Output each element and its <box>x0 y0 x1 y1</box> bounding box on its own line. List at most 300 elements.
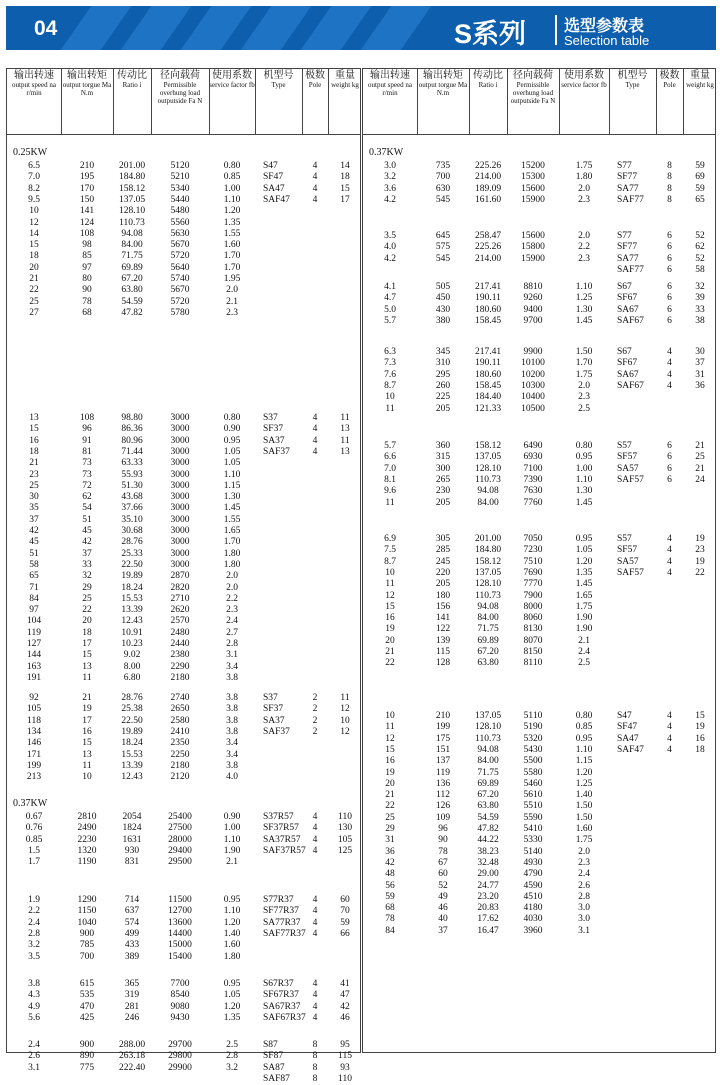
table-row <box>7 251 360 262</box>
table-row <box>363 534 715 545</box>
table-cell: 4 <box>312 1001 318 1012</box>
table-cell: 94.08 <box>477 601 499 612</box>
table-cell: 11 <box>82 760 92 771</box>
table-cell: 6 <box>667 264 672 275</box>
table-cell: 470 <box>79 1001 95 1012</box>
page-number: 04 <box>34 17 58 40</box>
table-row <box>363 658 715 669</box>
table-cell: 2.3 <box>226 605 238 616</box>
table-cell: 42 <box>385 857 395 868</box>
table-cell: 23.20 <box>477 891 499 902</box>
table-cell: 1.65 <box>223 526 241 536</box>
table-cell: 1.7 <box>28 857 40 868</box>
table-row <box>7 571 360 582</box>
table-cell: 189.09 <box>474 183 502 194</box>
table-cell: 3.1 <box>578 925 590 936</box>
table-cell: SA77 <box>617 183 639 194</box>
column-header-en: output speed na r/min <box>12 81 56 97</box>
table-cell: 5110 <box>523 711 543 721</box>
table-cell: 2.2 <box>226 593 238 604</box>
table-cell: 4 <box>312 172 318 183</box>
table-cell: 13 <box>29 413 39 423</box>
table-cell: 1.25 <box>575 778 593 789</box>
table-cell: 37 <box>438 925 448 936</box>
table-cell: 8 <box>312 1040 318 1050</box>
table-cell: 425 <box>79 1012 95 1023</box>
table-cell: 2.4 <box>578 647 590 657</box>
table-cell: 59 <box>340 917 350 928</box>
table-cell: 32 <box>695 282 705 292</box>
table-cell: 6.9 <box>384 534 396 544</box>
table-cell: 84.00 <box>477 613 499 624</box>
table-cell: S37 <box>263 693 278 703</box>
left-table <box>6 68 361 1084</box>
table-cell: 1.20 <box>575 556 593 567</box>
table-cell: 2.4 <box>226 616 238 627</box>
table-cell: 3000 <box>170 537 190 548</box>
table-cell: 81 <box>82 446 92 457</box>
table-cell: 7.0 <box>384 463 396 474</box>
table-cell: 1.75 <box>575 835 593 846</box>
table-cell: 1.10 <box>575 282 593 292</box>
table-cell: 3.4 <box>226 661 238 672</box>
table-row <box>363 293 715 304</box>
table-cell: 29 <box>385 824 395 834</box>
table-cell: 8110 <box>523 658 543 669</box>
table-row <box>7 458 360 469</box>
table-row <box>363 475 715 486</box>
table-cell: 137.05 <box>474 567 502 578</box>
table-cell: 96 <box>438 824 448 834</box>
table-cell: 4 <box>312 906 318 917</box>
power-group-label: 0.37KW <box>369 147 404 158</box>
table-cell: 110.73 <box>119 217 145 228</box>
column-header-en: output torgue Ma N.m <box>418 81 468 97</box>
table-cell: 90 <box>82 285 92 296</box>
table-cell: 222.40 <box>118 1062 146 1073</box>
right-table <box>362 68 716 1053</box>
table-cell: 2.2 <box>28 906 40 917</box>
table-cell: 4590 <box>523 880 543 891</box>
table-row <box>7 662 360 673</box>
table-cell: 54.59 <box>121 296 143 307</box>
table-cell: SAF67 <box>617 315 644 326</box>
table-cell: 0.80 <box>223 161 241 171</box>
table-row <box>7 1063 360 1074</box>
column-header <box>209 71 255 89</box>
table-cell: 7630 <box>523 486 543 497</box>
table-row <box>7 285 360 296</box>
table-cell: 190.11 <box>475 293 501 304</box>
table-cell: 7390 <box>523 474 543 485</box>
table-cell: 575 <box>435 242 451 253</box>
table-cell: 10500 <box>521 403 545 414</box>
table-row <box>7 738 360 749</box>
table-cell: 2620 <box>170 605 190 616</box>
table-cell: 46 <box>438 903 448 914</box>
table-cell: 92 <box>29 693 39 703</box>
table-cell: 115 <box>338 1051 352 1062</box>
table-cell: 37 <box>82 548 92 559</box>
table-cell: 8 <box>312 1073 318 1084</box>
table-cell: 45 <box>29 537 39 548</box>
column-header-zh: 输出转矩 <box>423 70 463 81</box>
table-cell: SAF47 <box>263 194 290 205</box>
table-cell: 8.1 <box>384 474 396 485</box>
header-stripe-decoration <box>181 6 252 50</box>
table-row <box>7 1002 360 1013</box>
table-cell: 22 <box>29 285 39 296</box>
table-cell: 5670 <box>170 285 190 296</box>
table-row <box>363 316 715 327</box>
table-cell: 118 <box>27 715 41 726</box>
table-cell: 1.00 <box>575 463 593 474</box>
column-header <box>7 71 61 97</box>
table-cell: 1.9 <box>28 895 40 905</box>
table-cell: 15 <box>82 738 92 749</box>
table-cell: 9430 <box>170 1012 190 1023</box>
table-cell: 36 <box>695 380 705 391</box>
table-cell: 48 <box>385 869 395 880</box>
table-cell: 3.2 <box>28 940 40 951</box>
table-cell: 30 <box>695 347 705 357</box>
table-row <box>363 568 715 579</box>
table-cell: 29400 <box>168 845 192 856</box>
table-cell: SAF77 <box>617 264 644 275</box>
table-row <box>7 560 360 571</box>
table-cell: 3.8 <box>226 672 238 683</box>
table-cell: 171 <box>26 749 42 760</box>
table-row <box>7 857 360 868</box>
table-cell: 3000 <box>170 526 190 536</box>
table-cell: 151 <box>435 744 451 755</box>
table-cell: 1.5 <box>28 845 40 856</box>
table-cell: 1.50 <box>575 812 593 823</box>
table-cell: 213 <box>26 772 42 783</box>
table-row <box>363 441 715 452</box>
table-cell: 84.00 <box>121 240 143 251</box>
table-cell: 15000 <box>168 940 192 951</box>
table-cell: 3.0 <box>384 161 396 171</box>
table-cell: 205 <box>435 403 451 414</box>
table-row <box>363 734 715 745</box>
power-group-label: 0.37KW <box>13 798 48 809</box>
column-divider <box>328 69 329 135</box>
table-cell: 170 <box>79 183 95 194</box>
table-cell: 20 <box>29 262 39 273</box>
table-row <box>363 231 715 242</box>
table-cell: 37.66 <box>121 503 143 514</box>
table-cell: 4 <box>312 834 318 845</box>
table-cell: 127 <box>26 639 42 649</box>
table-cell: 128.10 <box>474 579 502 590</box>
table-cell: 175 <box>435 733 451 744</box>
table-row <box>7 263 360 274</box>
table-cell: 305 <box>435 534 451 544</box>
table-row <box>363 613 715 624</box>
table-cell: 105 <box>337 834 353 845</box>
table-cell: SA67R37 <box>263 1001 301 1012</box>
table-cell: 0.85 <box>223 172 241 183</box>
table-cell: 900 <box>79 928 95 939</box>
table-cell: 1631 <box>122 834 142 845</box>
table-cell: 112 <box>436 790 450 801</box>
table-cell: 1.95 <box>223 274 241 284</box>
table-cell: 4 <box>667 733 672 744</box>
table-cell: 180.60 <box>474 304 502 315</box>
table-row <box>7 906 360 917</box>
table-cell: 230 <box>435 486 451 497</box>
table-row <box>363 347 715 358</box>
table-header <box>7 69 360 135</box>
table-row <box>7 929 360 940</box>
table-cell: 134 <box>26 726 42 737</box>
table-cell: 3.8 <box>226 693 238 703</box>
table-cell: 4 <box>312 194 318 205</box>
table-cell: 1.70 <box>575 358 593 369</box>
table-cell: S37R57 <box>263 812 294 822</box>
table-row <box>363 779 715 790</box>
table-cell: SAF67 <box>617 380 644 391</box>
table-cell: 70 <box>340 906 350 917</box>
table-cell: 32.48 <box>477 857 499 868</box>
table-cell: 4.2 <box>384 194 396 205</box>
table-cell: 1.10 <box>575 474 593 485</box>
table-cell: 258.47 <box>474 231 502 241</box>
table-cell: 1.10 <box>223 834 241 845</box>
table-cell: 2 <box>312 726 318 737</box>
table-cell: 4180 <box>523 903 543 914</box>
table-cell: 126 <box>435 801 451 812</box>
column-divider <box>417 69 418 135</box>
table-cell: 1.65 <box>575 590 593 601</box>
table-cell: 15 <box>29 240 39 251</box>
table-cell: 16 <box>695 733 705 744</box>
table-cell: 71 <box>29 582 39 593</box>
table-cell: 6.3 <box>384 347 396 357</box>
table-cell: SA57 <box>617 556 639 567</box>
table-cell: 5500 <box>523 756 543 767</box>
table-cell: 3.5 <box>384 231 396 241</box>
table-cell: 1.00 <box>223 183 241 194</box>
table-cell: 137.05 <box>474 452 502 463</box>
table-cell: 124 <box>79 217 95 228</box>
table-row <box>7 1013 360 1024</box>
table-cell: 8.00 <box>123 661 141 672</box>
table-cell: 8070 <box>523 635 543 646</box>
column-divider <box>209 69 210 135</box>
table-cell: 59 <box>695 161 705 171</box>
table-cell: 8 <box>667 161 672 171</box>
column-header-en: output torgue Ma N.m <box>62 81 112 97</box>
table-cell: 4.0 <box>384 242 396 253</box>
table-cell: 17 <box>340 194 350 205</box>
table-row <box>363 602 715 613</box>
table-cell: 184.40 <box>474 392 502 403</box>
table-row <box>363 711 715 722</box>
table-cell: 90 <box>438 835 448 846</box>
column-divider <box>656 69 657 135</box>
table-cell: 158.45 <box>474 380 502 391</box>
table-cell: 3000 <box>170 480 190 491</box>
table-cell: 5740 <box>170 274 190 284</box>
table-cell: 158.12 <box>474 441 502 451</box>
table-cell: 2.3 <box>578 194 590 205</box>
table-cell: 9080 <box>170 1001 190 1012</box>
table-cell: 7900 <box>523 590 543 601</box>
table-cell: 17.62 <box>477 914 499 925</box>
table-cell: SF47 <box>263 172 284 183</box>
table-row <box>363 745 715 756</box>
column-header-zh: 极数 <box>305 70 325 81</box>
table-cell: 6 <box>667 441 672 451</box>
table-cell: 44.22 <box>477 835 499 846</box>
table-cell: 36 <box>385 846 395 857</box>
table-cell: 8000 <box>523 601 543 612</box>
table-row <box>7 594 360 605</box>
table-row <box>7 1074 360 1085</box>
column-header-en: service factor fb <box>209 81 255 89</box>
table-cell: 1.50 <box>575 347 593 357</box>
table-cell: 93 <box>340 1062 350 1073</box>
table-row <box>7 184 360 195</box>
table-cell: 2820 <box>170 582 190 593</box>
table-cell: 85 <box>82 251 92 262</box>
table-cell: 18 <box>82 627 92 638</box>
table-cell: 16 <box>385 756 395 767</box>
table-cell: 15600 <box>521 183 545 194</box>
table-cell: 3.8 <box>226 704 238 715</box>
table-cell: 10 <box>385 392 395 403</box>
table-cell: 0.95 <box>575 733 593 744</box>
table-cell: 1.20 <box>575 767 593 778</box>
table-row <box>7 940 360 951</box>
series-title: S系列 <box>454 19 527 49</box>
table-cell: 5510 <box>523 801 543 812</box>
table-row <box>363 903 715 914</box>
table-cell: 1.25 <box>575 293 593 304</box>
table-cell: 535 <box>79 990 95 1001</box>
table-cell: 2 <box>312 704 318 715</box>
table-cell: 6 <box>667 282 672 292</box>
column-divider <box>113 69 114 135</box>
table-cell: 19.89 <box>121 571 143 582</box>
table-cell: 4.0 <box>226 772 238 783</box>
table-cell: 12.43 <box>121 616 143 627</box>
table-cell: 65 <box>695 194 705 205</box>
table-cell: 0.95 <box>223 895 241 905</box>
table-row <box>7 503 360 514</box>
table-cell: 1.75 <box>575 161 593 171</box>
table-cell: 714 <box>124 895 140 905</box>
table-cell: 110 <box>338 812 352 822</box>
table-cell: 191 <box>26 672 42 683</box>
table-cell: 630 <box>435 183 451 194</box>
table-cell: 21 <box>385 647 395 657</box>
table-cell: 8 <box>312 1062 318 1073</box>
column-header-zh: 机型号 <box>617 70 648 81</box>
table-cell: 205 <box>435 497 451 508</box>
table-cell: 2.1 <box>226 857 238 868</box>
table-cell: 2.1 <box>578 635 590 646</box>
table-cell: 288.00 <box>118 1040 146 1050</box>
table-cell: 2.7 <box>226 627 238 638</box>
table-cell: 128.10 <box>118 206 146 217</box>
table-cell: 12 <box>340 704 350 715</box>
table-cell: 4 <box>312 845 318 856</box>
table-cell: 69.89 <box>477 635 499 646</box>
table-cell: 6 <box>667 452 672 463</box>
table-cell: 67 <box>438 857 448 868</box>
table-cell: 16 <box>385 613 395 624</box>
table-cell: 10 <box>29 206 39 217</box>
table-cell: 8 <box>667 183 672 194</box>
table-cell: 8150 <box>523 647 543 657</box>
table-cell: 17 <box>82 715 92 726</box>
column-divider <box>255 69 256 135</box>
table-cell: 3.2 <box>226 1062 238 1073</box>
table-cell: 2410 <box>170 726 190 737</box>
table-row <box>7 481 360 492</box>
table-cell: 2570 <box>170 616 190 627</box>
column-header-en: Pole <box>308 81 322 89</box>
table-cell: 3000 <box>170 446 190 457</box>
table-cell: 3.8 <box>226 715 238 726</box>
table-row <box>7 447 360 458</box>
table-cell: 22 <box>695 567 705 578</box>
table-row <box>363 195 715 206</box>
table-cell: 68 <box>385 903 395 914</box>
table-cell: 1320 <box>77 845 97 856</box>
table-cell: 19 <box>82 704 92 715</box>
table-cell: 4 <box>312 424 318 435</box>
table-cell: 63.80 <box>477 658 499 669</box>
column-header-en: Permissible overhung load outputside Fa N <box>157 81 203 105</box>
table-cell: 69 <box>695 172 705 183</box>
table-cell: 0.76 <box>25 823 43 834</box>
table-cell: 1.90 <box>575 613 593 624</box>
table-cell: 1.90 <box>223 845 241 856</box>
table-cell: 45 <box>82 526 92 536</box>
table-cell: 180.60 <box>474 369 502 380</box>
table-cell: 890 <box>79 1051 95 1062</box>
table-cell: 3000 <box>170 469 190 480</box>
column-header <box>328 71 362 89</box>
column-header <box>469 71 507 89</box>
table-cell: 58 <box>695 264 705 275</box>
table-cell: 33 <box>82 559 92 570</box>
table-cell: 16 <box>29 435 39 446</box>
table-cell: 14 <box>29 228 39 239</box>
table-cell: 1.35 <box>223 217 241 228</box>
table-cell: 12 <box>385 590 395 601</box>
table-cell: S37 <box>263 413 278 423</box>
table-cell: 5.7 <box>384 315 396 326</box>
table-cell: 0.95 <box>575 452 593 463</box>
table-cell: 22 <box>385 658 395 669</box>
table-cell: SAF47 <box>617 744 644 755</box>
table-cell: 735 <box>435 161 451 171</box>
table-cell: 139 <box>435 635 451 646</box>
table-cell: 2380 <box>170 650 190 661</box>
table-cell: 22 <box>385 801 395 812</box>
table-cell: 3000 <box>170 435 190 446</box>
table-cell: 5330 <box>523 835 543 846</box>
table-cell: 98 <box>82 240 92 251</box>
table-cell: 2.6 <box>578 880 590 891</box>
table-cell: 2490 <box>77 823 97 834</box>
table-cell: 3000 <box>170 559 190 570</box>
